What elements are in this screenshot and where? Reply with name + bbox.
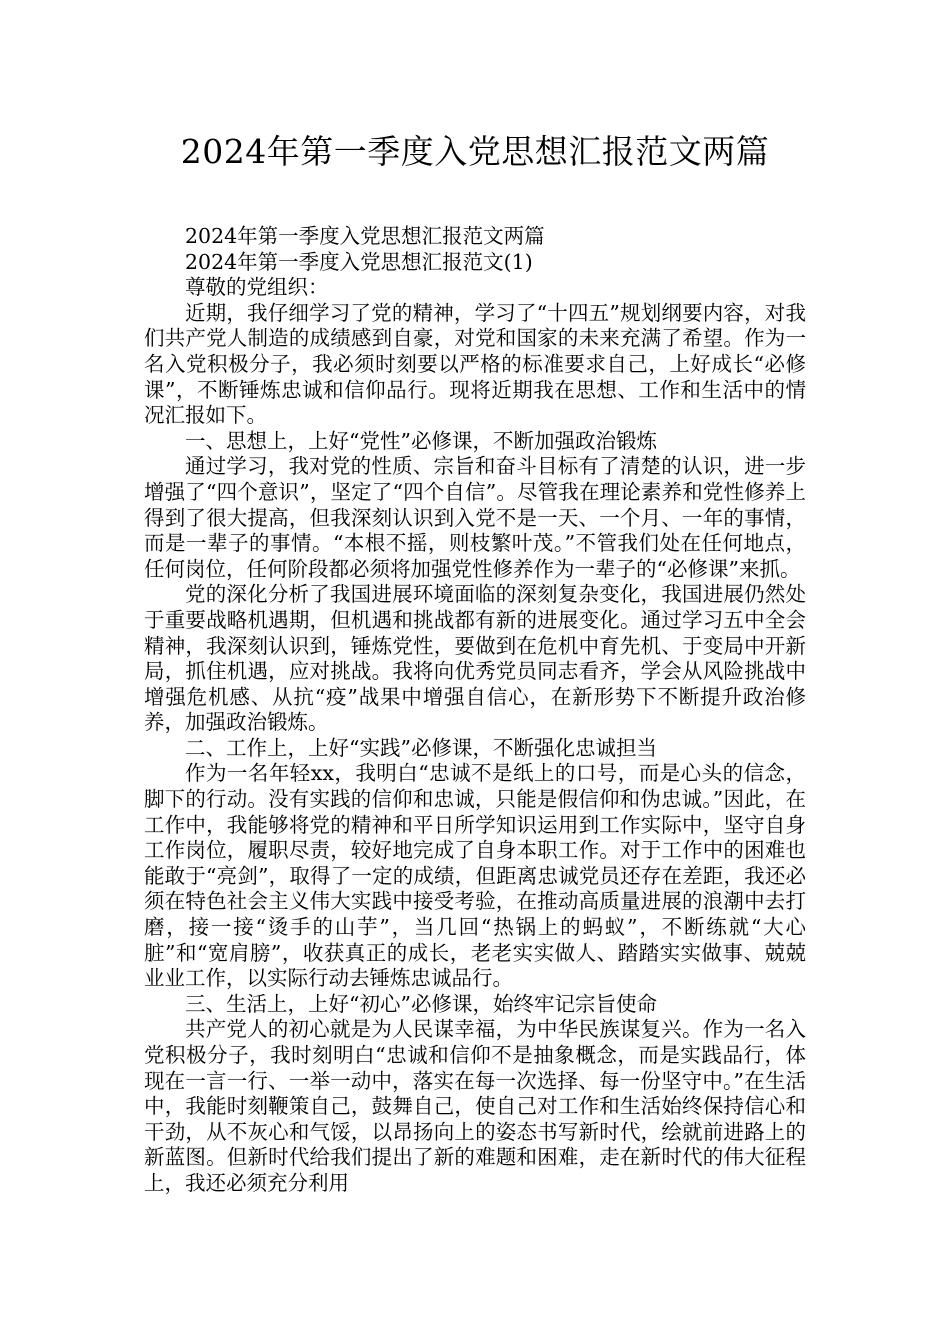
section-heading-3: 三、生活上，上好“初心”必修课，始终牢记宗旨使命 xyxy=(185,991,657,1016)
heading-repeat-title: 2024年第一季度入党思想汇报范文两篇 xyxy=(185,224,545,248)
paragraph-intro: 近期，我仔细学习了党的精神，学习了“十四五”规划纲要内容，对我们共产党人制造的成绩感到自豪，对党和国家的未来充满了希望。作为一名入党积极分子，我必须时刻要以严格的标准要求自己，上好成长“必修课”，不断锤炼忠诚和信仰品行。现将近期我在思想、工作和生活中的情况汇报如下。 xyxy=(144,300,806,428)
heading-article-1: 2024年第一季度入党思想汇报范文(1) xyxy=(185,249,533,274)
section-heading-2: 二、工作上，上好“实践”必修课，不断强化忠诚担当 xyxy=(185,735,657,760)
document-body xyxy=(144,224,806,1197)
paragraph-section-2: 作为一名年轻xx，我明白“忠诚不是纸上的口号，而是心头的信念，脚下的行动。没有实践的信仰和忠诚，只能是假信仰和伪忠诚。”因此，在工作中，我能够将党的精神和平日所学知识运用到工作实际中，坚守自身工作岗位，履职尽责，较好地完成了自身本职工作。对于工作中的困难也能敢于“亮剑”，取得了一定的成绩，但距离忠诚党员还存在差距，我还必须在特色社会主义伟大实践中接受考验，在推动高质量进展的浪潮中去打磨，接一接“烫手的山芋”，当几回“热锅上的蚂蚁”，不断练就“大心脏”和“宽肩膀”，收获真正的成长，老老实实做人、踏踏实实做事、兢兢业业工作，以实际行动去锤炼忠诚品行。 xyxy=(144,761,806,991)
document-title: 2024年第一季度入党思想汇报范文两篇 xyxy=(180,132,770,171)
paragraph-section-1b: 党的深化分析了我国进展环境面临的深刻复杂变化，我国进展仍然处于重要战略机遇期，但机遇和挑战都有新的进展变化。通过学习五中全会精神，我深刻认识到，锤炼党性，要做到在危机中育先机、于变局中开新局，抓住机遇，应对挑战。我将向优秀党员同志看齐，学会从风险挑战中增强危机感、从抗“疫”战果中增强自信心，在新形势下不断提升政治修养，加强政治锻炼。 xyxy=(144,582,806,735)
salutation: 尊敬的党组织： xyxy=(185,275,329,300)
paragraph-section-3: 共产党人的初心就是为人民谋幸福，为中华民族谋复兴。作为一名入党积极分子，我时刻明白“忠诚和信仰不是抽象概念，而是实践品行，体现在一言一行、一举一动中，落实在每一次选择、每一份坚守中。”在生活中，我能时刻鞭策自己，鼓舞自己，使自己对工作和生活始终保持信心和干劲，从不灰心和气馁，以昂扬向上的姿态书写新时代，绘就前进路上的新蓝图。但新时代给我们提出了新的难题和困难，走在新时代的伟大征程上，我还必须充分利用 xyxy=(144,1017,806,1195)
paragraph-section-1a: 通过学习，我对党的性质、宗旨和奋斗目标有了清楚的认识，进一步增强了“四个意识”，坚定了“四个自信”。尽管我在理论素养和党性修养上得到了很大提高，但我深刻认识到入党不是一天、一个月、一年的事情，而是一辈子的事情。“本根不摇，则枝繁叶茂。”不管我们处在任何地点，任何岗位，任何阶段都必须将加强党性修养作为一辈子的“必修课”来抓。 xyxy=(144,454,806,581)
section-heading-1: 一、思想上，上好“党性”必修课，不断加强政治锻炼 xyxy=(185,428,657,453)
